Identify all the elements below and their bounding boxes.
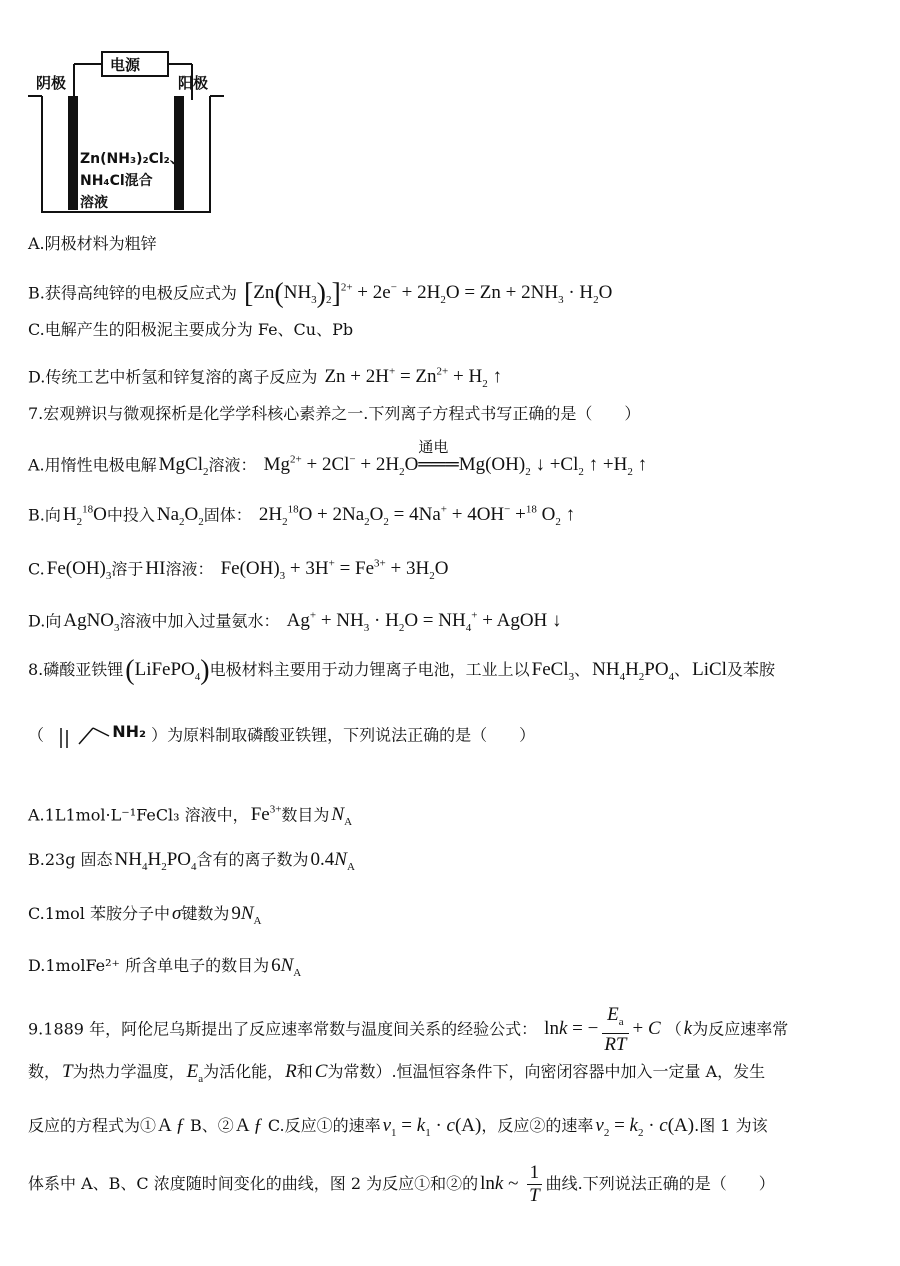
q8-option-c: C.1mol 苯胺分子中 σ键数为 $9N_A$ <box>28 903 262 927</box>
q9-line1: 9.1889 年，阿伦尼乌斯提出了反应速率常数与温度间关系的经验公式： lnk = − $\frac{E_a}{RT}$ + C （ k为反应速率常 <box>28 1004 789 1055</box>
q8-option-a: A.1L1mol·L⁻¹FeCl₃ 溶液中， $Fe^{3+}$数目为 $N_A$ <box>28 804 353 829</box>
q8-stem-line1: 8.磷酸亚铁锂(LiFePO$_4$)电极材料主要用于动力锂离子电池，工业上以 FeCl$_3$、 $NH_4H_2PO_4$、 LiCl及苯胺 <box>28 655 775 686</box>
q8-option-b: B.23g 固态 $NH_4H_2PO_4$含有的离子数为 $0.4N_A$ <box>28 849 355 873</box>
q8-stem-line2: （ NH₂ ）为原料制取磷酸亚铁锂，下列说法正确的是（ ） <box>28 722 535 750</box>
q7-option-c: C. $Fe(OH)_3$溶于 HI溶液： $Fe(OH)_3 + 3H^+ = Fe^{3+} + 3H_2O$ <box>28 558 449 583</box>
q9-line4: 体系中 A、B、C 浓度随时间变化的曲线，图 2 为反应①和②的 lnk ~ $\frac{1}{T}$ 曲线.下列说法正确的是（ ） <box>28 1162 775 1206</box>
q8-option-d: D.1molFe²⁺ 所含单电子的数目为 $6N_A$ <box>28 955 302 979</box>
q6-option-d: D.传统工艺中析氢和锌复溶的离子反应为 $Zn + 2H^+ = Zn^{2+} + H_2$ ↑ <box>28 366 502 391</box>
q7-option-b: B.向 $H_2^{18}O$中投入 $Na_2O_2$固体： $2H_2^{18}O + 2Na_2O_2 = 4Na^+ + 4OH^- +^{18}$ $O_2$ ↑ <box>28 504 576 529</box>
amine-group-label: NH₂ <box>112 721 146 741</box>
cathode-electrode <box>68 96 78 210</box>
q9-line2: 数， T为热力学温度， $E_a$为活化能， R和 C为常数）.恒温恒容条件下，向密闭容器中加入一定量 A，发生 <box>28 1061 766 1085</box>
solution-label-2: NH₄Cl混合 <box>80 173 153 189</box>
power-label: 电源 <box>110 56 141 74</box>
q9-line3: 反应的方程式为① A ƒ B、② A ƒ C.反应①的速率 $v_1 = k_1 \cdot c(A)$，反应②的速率 $v_2 = k_2 \cdot c(A)$.图 1 为该 <box>28 1115 768 1139</box>
anode-label: 阳极 <box>178 74 209 92</box>
q7-a-equation: $Mg^{2+} + 2Cl^- + 2H_2O$ 通电 $═══Mg(OH)_2$ ↓ $+Cl_2$ ↑ $+H_2$ ↑ <box>263 438 648 479</box>
q7-b-equation: $2H_2^{18}O + 2Na_2O_2 = 4Na^+ + 4OH^- +^{18}$ $O_2$ ↑ <box>258 504 576 529</box>
q7-c-equation: $Fe(OH)_3 + 3H^+ = Fe^{3+} + 3H_2O$ <box>220 558 449 583</box>
q6-option-b: B.获得高纯锌的电极反应式为 $[Zn(NH_3)_2]^{2+} + 2e^- + 2H_2O = Zn + 2NH_3 \cdot H_2O$ <box>28 278 613 310</box>
q7-d-equation: $Ag^+ + NH_3 \cdot H_2O = NH_4^+$ + AgOH ↓ <box>286 610 562 635</box>
q6-d-equation: $Zn + 2H^+ = Zn^{2+} + H_2$ ↑ <box>324 366 502 391</box>
solution-label-1: Zn(NH₃)₂Cl₂、 <box>80 151 184 167</box>
q6-b-equation: $[Zn(NH_3)_2]^{2+} + 2e^- + 2H_2O = Zn + 2NH_3 \cdot H_2O$ <box>243 278 613 310</box>
q6-option-a: A.阴极材料为粗锌 <box>28 234 157 253</box>
q7-option-d: D.向 AgNO$_3$溶液中加入过量氨水： $Ag^+ + NH_3 \cdot H_2O = NH_4^+$ + AgOH ↓ <box>28 610 562 635</box>
arrhenius-formula: lnk = − $\frac{E_a}{RT}$ + C <box>544 1004 661 1055</box>
cathode-label: 阴极 <box>36 74 67 92</box>
q6-option-c: C.电解产生的阳极泥主要成分为 Fe、Cu、Pb <box>28 320 354 339</box>
q7-stem: 7.宏观辨识与微观探析是化学学科核心素养之一.下列离子方程式书写正确的是（ ） <box>28 404 641 423</box>
solution-label-3: 溶液 <box>80 195 108 211</box>
aniline-structure-icon <box>49 722 119 750</box>
q7-option-a: A.用惰性电极电解 MgCl$_2$溶液： $Mg^{2+} + 2Cl^- + 2H_2O$ 通电 $═══Mg(OH)_2$ ↓ $+Cl_2$ ↑ $+H_2$ ↑ <box>28 438 648 479</box>
